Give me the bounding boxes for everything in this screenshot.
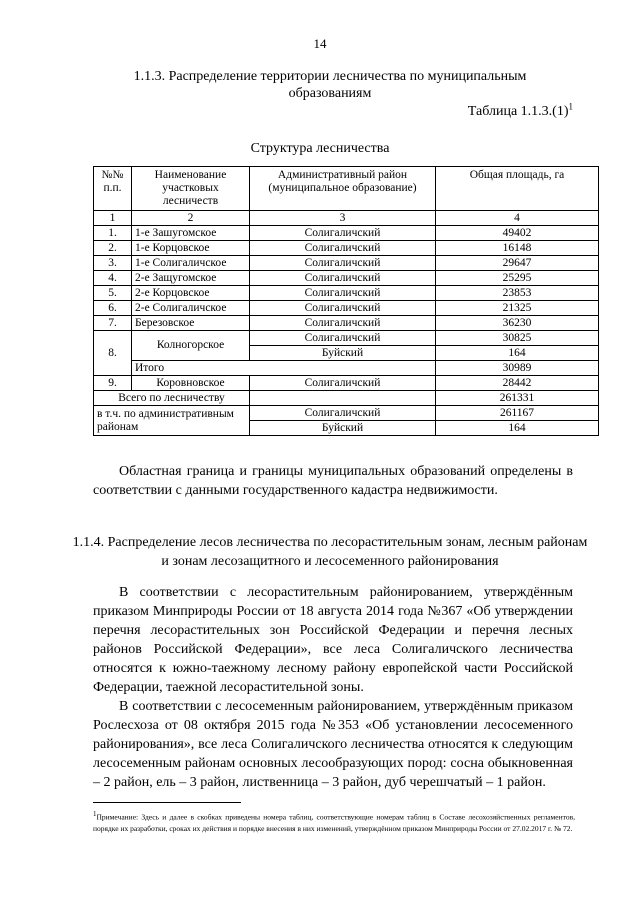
subtotal-label: Итого	[132, 361, 436, 376]
row-number: 4.	[94, 271, 132, 286]
row-number: 9.	[94, 376, 132, 391]
row-number: 7.	[94, 316, 132, 331]
district-name: Солигаличский	[250, 241, 436, 256]
forestry-name: 2-е Корцовское	[132, 286, 250, 301]
district-name: Солигаличский	[250, 301, 436, 316]
column-number-row	[94, 211, 599, 226]
table-reference-label: Таблица 1.1.3.(1)	[467, 104, 569, 119]
footnote-text: Примечание: Здесь и далее в скобках приведены номера таблиц, соответствующие номерам таблиц в Составе лесохозяйственных регламентов, порядке их разработки, сроках их действия и порядке внесения в них изменений, утверждённом приказом Минприроды России от 27.02.2017 г. № 72.	[93, 812, 575, 833]
area-value: 23853	[436, 286, 599, 301]
by-district-label: в т.ч. по административным районам	[94, 406, 250, 436]
footnote-separator	[93, 802, 241, 803]
district-name: Солигаличский	[250, 331, 436, 346]
grand-total-label: Всего по лесничеству	[94, 391, 250, 406]
header-number: №№ п.п.	[94, 167, 132, 211]
paragraph-seed-zoning: В соответствии с лесосеменным районированием, утверждённым приказом Рослесхоза от 08 октября 2015 года №353 «Об установлении лесосеменного районирования», все леса Солигаличского лесничества относятся к следующим лесосеменным районам основных лесообразующих пород: сосна обыкновенная – 2 район, ель – 3 район, лиственница – 3 район, дуб черешчатый – 1 район.	[93, 699, 573, 790]
column-number: 1	[94, 211, 132, 226]
area-value: 261167	[436, 406, 599, 421]
column-number: 4	[436, 211, 599, 226]
district-name: Солигаличский	[250, 286, 436, 301]
forestry-name: Колногорское	[132, 331, 250, 361]
forestry-name: 2-е Защугомское	[132, 271, 250, 286]
forestry-structure-table	[93, 166, 599, 436]
district-name: Солигаличский	[250, 316, 436, 331]
row-number: 3.	[94, 256, 132, 271]
column-number: 3	[250, 211, 436, 226]
table-row	[94, 331, 599, 346]
column-number: 2	[132, 211, 250, 226]
row-number: 1.	[94, 226, 132, 241]
forestry-name: 1-е Зашугомское	[132, 226, 250, 241]
forestry-name: 1-е Солигаличское	[132, 256, 250, 271]
table-row	[94, 256, 599, 271]
grand-total-value: 261331	[436, 391, 599, 406]
area-value: 164	[436, 421, 599, 436]
header-area: Общая площадь, га	[436, 167, 599, 211]
table-row	[94, 316, 599, 331]
header-forestry-name: Наименование участковых лесничеств	[132, 167, 250, 211]
table-reference	[467, 101, 573, 120]
district-name: Солигаличский	[250, 256, 436, 271]
district-name: Солигаличский	[250, 376, 436, 391]
row-number: 5.	[94, 286, 132, 301]
footnote-marker: 1	[568, 101, 573, 112]
row-number: 6.	[94, 301, 132, 316]
area-value: 16148	[436, 241, 599, 256]
subtotal-value: 30989	[436, 361, 599, 376]
district-name: Буйский	[250, 346, 436, 361]
table-header-row	[94, 167, 599, 211]
table-row	[94, 301, 599, 316]
area-value: 164	[436, 346, 599, 361]
area-value: 29647	[436, 256, 599, 271]
forestry-name: 1-е Корцовское	[132, 241, 250, 256]
paragraph-forest-zoning: В соответствии с лесорастительным районированием, утверждённым приказом Минприроды России от 18 августа 2014 года №367 «Об утверждении перечня лесорастительных зон Российской Федерации и перечня лесных районов Российской Федерации», все леса Солигаличского лесничества относятся к южно-таежному лесному району европейской части Российской Федерации, таежной лесорастительной зоны.	[93, 585, 573, 695]
row-number: 2.	[94, 241, 132, 256]
area-value: 49402	[436, 226, 599, 241]
table-row	[94, 271, 599, 286]
subsection-heading: 1.1.4. Распределение лесов лесничества по лесорастительным зонам, лесным районам и зонам лесозащитного и лесосеменного районирования	[72, 535, 588, 569]
district-total-row	[94, 406, 599, 421]
table-row	[94, 286, 599, 301]
area-value: 21325	[436, 301, 599, 316]
table-row	[94, 376, 599, 391]
area-value: 30825	[436, 331, 599, 346]
table-row	[94, 226, 599, 241]
area-value: 25295	[436, 271, 599, 286]
row-number: 8.	[94, 331, 132, 376]
area-value: 28442	[436, 376, 599, 391]
district-name: Солигаличский	[250, 226, 436, 241]
forestry-name: Березовское	[132, 316, 250, 331]
table-title: Структура лесничества	[250, 141, 390, 156]
grand-total-row	[94, 391, 599, 406]
forestry-name: Коровновское	[132, 376, 250, 391]
area-value: 36230	[436, 316, 599, 331]
footnote-number: 1	[93, 810, 97, 818]
district-name: Солигаличский	[250, 271, 436, 286]
district-name: Буйский	[250, 421, 436, 436]
table-row	[94, 241, 599, 256]
header-district: Административный район (муниципальное образование)	[250, 167, 436, 211]
district-name: Солигаличский	[250, 406, 436, 421]
table-row	[94, 361, 599, 376]
empty-cell	[250, 391, 436, 406]
paragraph-borders: Областная граница и границы муниципальных образований определены в соответствии с данными государственного кадастра недвижимости.	[93, 464, 573, 498]
forestry-name: 2-е Солигаличское	[132, 301, 250, 316]
section-heading: 1.1.3. Распределение территории лесничества по муниципальным образованиям	[133, 69, 527, 101]
page-number: 14	[313, 36, 327, 51]
footnote	[93, 809, 575, 834]
